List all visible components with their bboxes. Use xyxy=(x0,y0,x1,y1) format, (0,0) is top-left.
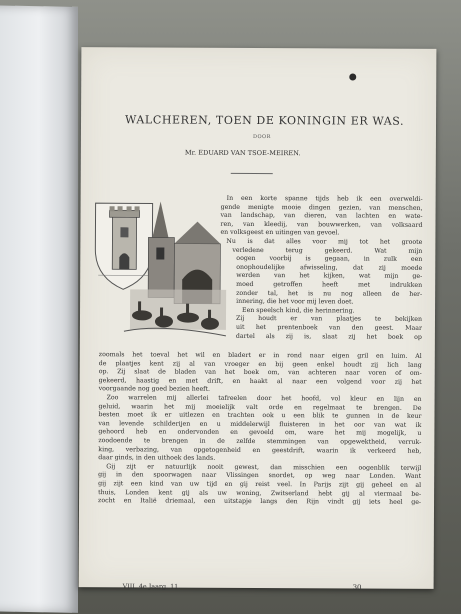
text-line: gij in den spoorwagen naar Vlissingen snordet, op weg naar Londen. Want xyxy=(98,471,422,481)
volume-info: VIII. 4e Jaarg. 11. xyxy=(122,582,181,591)
article-title: WALCHEREN, TOEN DE KONINGIN ER WAS. xyxy=(125,113,405,128)
text-line: geluid, waarin het mij moeielijk valt orde en regelmaat te brengen. De xyxy=(98,402,422,412)
byline-prefix: DOOR xyxy=(252,133,271,141)
text-line: dartel als zij is, slaat zij het boek op xyxy=(235,332,422,341)
text-line: de plaatjes kent zij al van vroeger en bij geen enkel houdt zij lich lang xyxy=(98,359,422,369)
page-number: 30 xyxy=(352,583,362,592)
left-page-edge xyxy=(0,5,78,613)
text-line: besten moet ik er uitlezen en trachten ook u een blik te gunnen in de keur xyxy=(98,411,422,421)
text-line: Zoo warrelen mij allerlei tafreelen door het hoofd, vol kleur en lijn en xyxy=(106,394,422,403)
punch-hole xyxy=(349,73,356,80)
text-line: verledene terug gekeerd. Wat mijn xyxy=(232,246,423,255)
engraving-illustration xyxy=(90,197,229,343)
text-line: uit het prentenboek van den geest. Maar xyxy=(235,323,422,332)
text-line: In een korte spanne tijds heb ik een overweldi- xyxy=(226,194,423,203)
text-line: zoomals het toeval het wil en bladert er in rond naar eigen gril en luim. Al xyxy=(98,351,422,360)
text-line: zoodoende te brengen in de zelfde stemmingen van opgewektheid, verruk- xyxy=(98,437,422,446)
text-line: op. Zij slaat de bladen van het boek om, van achteren naar voren of om- xyxy=(98,368,422,378)
title-divider xyxy=(231,173,273,174)
magazine-page xyxy=(79,47,437,592)
text-line: ren, van kleedij, van bouwwerken, van volksaard xyxy=(220,220,423,229)
text-line: thuis, Londen kent gij als uw woning, Zwitserland hebt gij al viermaal be- xyxy=(98,488,422,498)
text-line: gehoord heb en ondervonden en gevoeld om, ware het mij mogelijk, u xyxy=(98,428,422,438)
text-line: werden van het kijken, wat mijn ge- xyxy=(236,272,423,281)
text-line: gekeerd, haastig en met drift, en haakt al naar een volgend voor zij het xyxy=(98,376,422,386)
text-line: zocht en Italië driemaal, een uitstapje langs den Rijn vindt gij iets heel ge- xyxy=(98,497,422,506)
article-author: Mr. EDUARD VAN TSOE-MEIREN. xyxy=(184,148,301,158)
text-line: king, verbazing, van opgetogenheid en geestdrift, waarin ik verkeerd heb, xyxy=(98,445,422,455)
intro-column xyxy=(220,195,423,342)
text-line: gij zijt een kind van uw tijd en gij reist veel. In Parijs zijt gij geheel en al xyxy=(98,480,422,489)
text-line: van landschap, van dieren, van lachten en wate- xyxy=(220,211,423,221)
text-line: Nu is dat alles voor mij tot het groote xyxy=(226,237,423,246)
text-line: voorgaande nog goed bezien heeft. xyxy=(98,385,211,394)
text-line: Zij houdt er van plaatjes te bekijken xyxy=(235,315,423,324)
text-line: en volksgeest en uitingen van gevoel. xyxy=(220,229,340,237)
text-line: zonder tal, het is nu nog alleen de her- xyxy=(236,289,423,298)
text-line: innering, die het voor mij leven doet. xyxy=(236,298,354,306)
shield-icon xyxy=(95,203,152,289)
text-line: daar ginds, in den uithoek des lands. xyxy=(98,454,216,462)
text-line: moed getroffen heeft met indrukken xyxy=(236,280,423,289)
body-text xyxy=(98,351,422,507)
text-line: Een speelsch kind, die herinnering. xyxy=(242,306,355,315)
text-line: onophoudelijke afwisseling, dat zij moede xyxy=(236,263,423,272)
text-line: Gij zijt er natuurlijk nooit gewest, dan misschien een oogenblik terwijl xyxy=(106,462,422,472)
text-line: oogen voorbij is gegaan, in zulk een xyxy=(236,255,423,264)
text-line: van levende schilderijen en u middelerwijl fluisteren in het oor van wat ik xyxy=(98,419,422,429)
text-line: gende menigte mooie dingen gezien, van menschen, xyxy=(220,203,423,212)
